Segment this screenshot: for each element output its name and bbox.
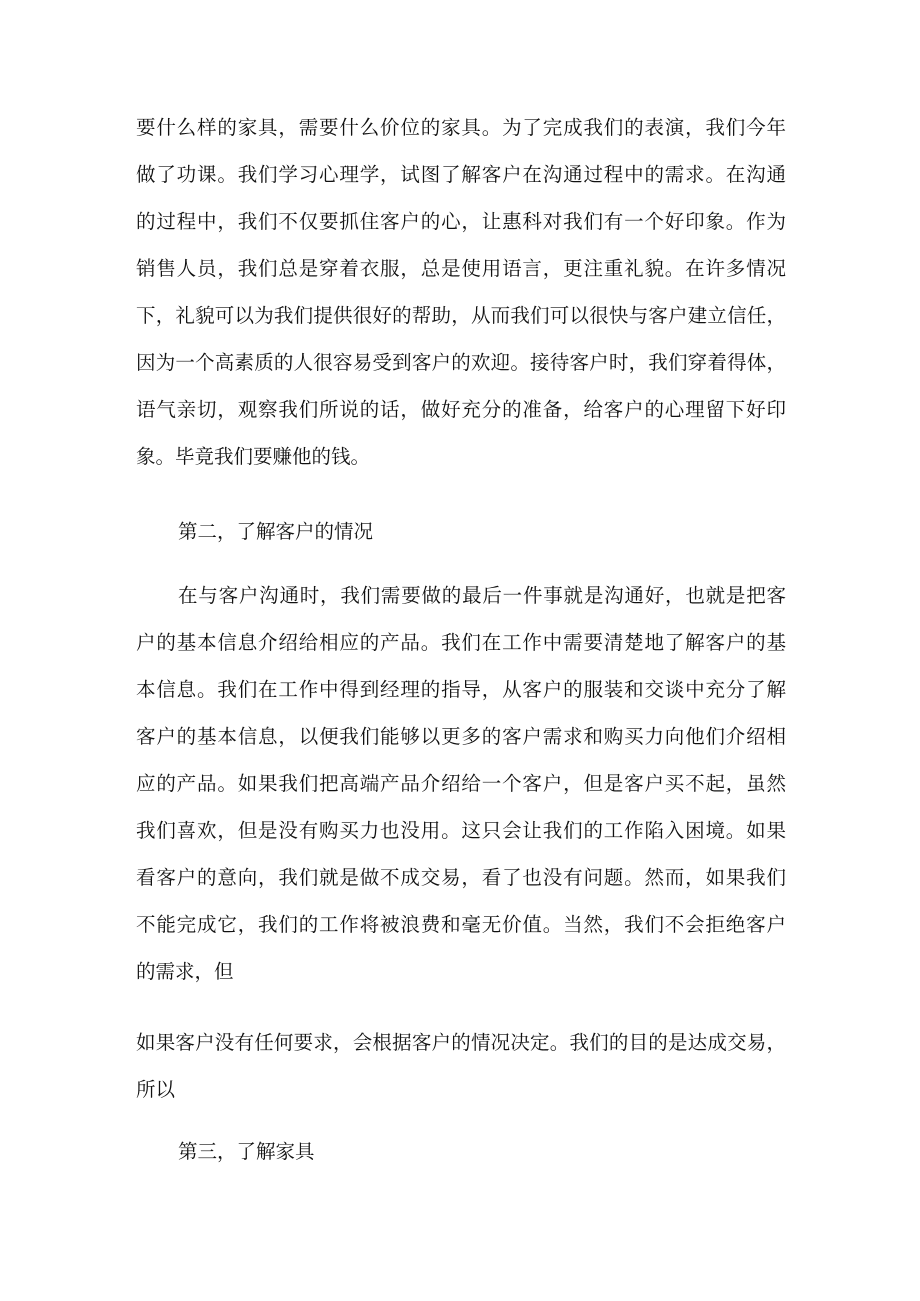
paragraph-1-line-3: 的过程中，我们不仅要抓住客户的心，让惠科对我们有一个好印象。作为 [136, 210, 786, 233]
paragraph-1-line-2: 做了功课。我们学习心理学，试图了解客户在沟通过程中的需求。在沟通 [136, 163, 786, 186]
paragraph-2-line-2: 户的基本信息介绍给相应的产品。我们在工作中需要清楚地了解客户的基 [136, 631, 786, 654]
paragraph-1-line-4: 销售人员，我们总是穿着衣服，总是使用语言，更注重礼貌。在许多情况 [136, 257, 786, 280]
section-heading-3: 第三，了解家具 [178, 1140, 315, 1163]
paragraph-1-line-8: 象。毕竟我们要赚他的钱。 [136, 445, 371, 468]
paragraph-2-line-9: 的需求，但 [136, 960, 234, 983]
paragraph-2-line-5: 应的产品。如果我们把高端产品介绍给一个客户，但是客户买不起，虽然 [136, 772, 786, 795]
paragraph-2-line-1: 在与客户沟通时，我们需要做的最后一件事就是沟通好，也就是把客 [178, 584, 786, 607]
paragraph-2-line-4: 客户的基本信息，以便我们能够以更多的客户需求和购买力向他们介绍相 [136, 725, 786, 748]
paragraph-1-line-6: 因为一个高素质的人很容易受到客户的欢迎。接待客户时，我们穿着得体， [136, 351, 786, 374]
paragraph-2-line-7: 看客户的意向，我们就是做不成交易，看了也没有问题。然而，如果我们 [136, 866, 786, 889]
paragraph-1-line-5: 下，礼貌可以为我们提供很好的帮助，从而我们可以很快与客户建立信任， [136, 304, 786, 327]
paragraph-2-line-3: 本信息。我们在工作中得到经理的指导，从客户的服装和交谈中充分了解 [136, 678, 786, 701]
paragraph-3-line-1: 如果客户没有任何要求，会根据客户的情况决定。我们的目的是达成交易， [136, 1031, 786, 1054]
paragraph-3-line-2: 所以 [136, 1078, 176, 1101]
paragraph-1-line-1: 要什么样的家具，需要什么价位的家具。为了完成我们的表演，我们今年 [136, 116, 786, 139]
section-heading-2: 第二，了解客户的情况 [178, 520, 374, 543]
paragraph-1-line-7: 语气亲切，观察我们所说的话，做好充分的准备，给客户的心理留下好印 [136, 398, 786, 421]
paragraph-2-line-6: 我们喜欢，但是没有购买力也没用。这只会让我们的工作陷入困境。如果 [136, 819, 786, 842]
paragraph-2-line-8: 不能完成它，我们的工作将被浪费和毫无价值。当然，我们不会拒绝客户 [136, 913, 786, 936]
